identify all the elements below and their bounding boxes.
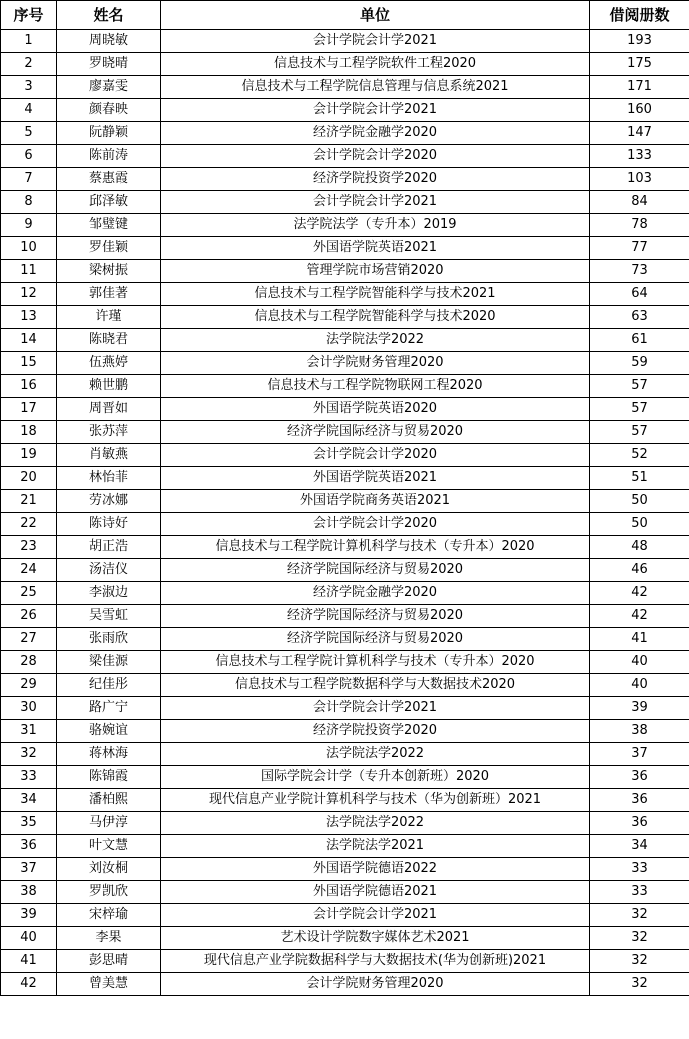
table-row xyxy=(1,168,689,191)
rank-cell: 22 xyxy=(1,513,57,536)
rank-cell: 23 xyxy=(1,536,57,559)
rank-cell: 41 xyxy=(1,950,57,973)
name-cell: 吴雪虹 xyxy=(57,605,161,628)
count-cell: 32 xyxy=(590,927,689,950)
unit-cell: 经济学院国际经济与贸易2020 xyxy=(161,559,590,582)
header-count: 借阅册数 xyxy=(590,1,689,30)
count-cell: 175 xyxy=(590,53,689,76)
header-row xyxy=(1,1,689,30)
name-cell: 罗凯欣 xyxy=(57,881,161,904)
count-cell: 61 xyxy=(590,329,689,352)
table-row xyxy=(1,858,689,881)
name-cell: 许瑾 xyxy=(57,306,161,329)
unit-cell: 信息技术与工程学院计算机科学与技术（专升本）2020 xyxy=(161,536,590,559)
table-row xyxy=(1,444,689,467)
count-cell: 103 xyxy=(590,168,689,191)
rank-cell: 19 xyxy=(1,444,57,467)
unit-cell: 管理学院市场营销2020 xyxy=(161,260,590,283)
rank-cell: 40 xyxy=(1,927,57,950)
name-cell: 赖世鹏 xyxy=(57,375,161,398)
unit-cell: 信息技术与工程学院数据科学与大数据技术2020 xyxy=(161,674,590,697)
name-cell: 邹璧键 xyxy=(57,214,161,237)
name-cell: 邱泽敏 xyxy=(57,191,161,214)
count-cell: 37 xyxy=(590,743,689,766)
count-cell: 40 xyxy=(590,674,689,697)
name-cell: 刘汝桐 xyxy=(57,858,161,881)
table-row xyxy=(1,812,689,835)
name-cell: 罗晓晴 xyxy=(57,53,161,76)
unit-cell: 外国语学院商务英语2021 xyxy=(161,490,590,513)
table-row xyxy=(1,927,689,950)
rank-cell: 27 xyxy=(1,628,57,651)
unit-cell: 信息技术与工程学院智能科学与技术2020 xyxy=(161,306,590,329)
unit-cell: 法学院法学2021 xyxy=(161,835,590,858)
name-cell: 叶文慧 xyxy=(57,835,161,858)
table-body xyxy=(1,30,689,996)
name-cell: 梁佳源 xyxy=(57,651,161,674)
unit-cell: 外国语学院德语2022 xyxy=(161,858,590,881)
unit-cell: 经济学院金融学2020 xyxy=(161,122,590,145)
unit-cell: 经济学院国际经济与贸易2020 xyxy=(161,605,590,628)
rank-cell: 29 xyxy=(1,674,57,697)
count-cell: 40 xyxy=(590,651,689,674)
rank-cell: 9 xyxy=(1,214,57,237)
rank-cell: 34 xyxy=(1,789,57,812)
unit-cell: 艺术设计学院数字媒体艺术2021 xyxy=(161,927,590,950)
count-cell: 32 xyxy=(590,973,689,996)
table-row xyxy=(1,605,689,628)
unit-cell: 会计学院会计学2020 xyxy=(161,145,590,168)
rank-cell: 38 xyxy=(1,881,57,904)
rank-cell: 16 xyxy=(1,375,57,398)
table-row xyxy=(1,191,689,214)
unit-cell: 经济学院金融学2020 xyxy=(161,582,590,605)
name-cell: 汤洁仪 xyxy=(57,559,161,582)
unit-cell: 会计学院会计学2020 xyxy=(161,513,590,536)
unit-cell: 外国语学院德语2021 xyxy=(161,881,590,904)
table-row xyxy=(1,513,689,536)
table-row xyxy=(1,375,689,398)
table-row xyxy=(1,559,689,582)
count-cell: 39 xyxy=(590,697,689,720)
unit-cell: 法学院法学2022 xyxy=(161,812,590,835)
count-cell: 63 xyxy=(590,306,689,329)
rank-cell: 13 xyxy=(1,306,57,329)
count-cell: 32 xyxy=(590,904,689,927)
count-cell: 36 xyxy=(590,812,689,835)
unit-cell: 会计学院财务管理2020 xyxy=(161,973,590,996)
rank-cell: 35 xyxy=(1,812,57,835)
count-cell: 133 xyxy=(590,145,689,168)
rank-cell: 42 xyxy=(1,973,57,996)
table-row xyxy=(1,76,689,99)
rank-cell: 20 xyxy=(1,467,57,490)
table-row xyxy=(1,973,689,996)
header-name: 姓名 xyxy=(57,1,161,30)
count-cell: 34 xyxy=(590,835,689,858)
rank-cell: 12 xyxy=(1,283,57,306)
rank-cell: 11 xyxy=(1,260,57,283)
count-cell: 46 xyxy=(590,559,689,582)
table-row xyxy=(1,467,689,490)
rank-cell: 18 xyxy=(1,421,57,444)
table-row xyxy=(1,789,689,812)
unit-cell: 会计学院会计学2021 xyxy=(161,30,590,53)
unit-cell: 会计学院财务管理2020 xyxy=(161,352,590,375)
table-row xyxy=(1,421,689,444)
unit-cell: 国际学院会计学（专升本创新班）2020 xyxy=(161,766,590,789)
name-cell: 路广宁 xyxy=(57,697,161,720)
unit-cell: 信息技术与工程学院计算机科学与技术（专升本）2020 xyxy=(161,651,590,674)
count-cell: 57 xyxy=(590,375,689,398)
table-row xyxy=(1,352,689,375)
rank-cell: 32 xyxy=(1,743,57,766)
count-cell: 38 xyxy=(590,720,689,743)
count-cell: 42 xyxy=(590,605,689,628)
rank-cell: 39 xyxy=(1,904,57,927)
rank-cell: 1 xyxy=(1,30,57,53)
unit-cell: 现代信息产业学院数据科学与大数据技术(华为创新班)2021 xyxy=(161,950,590,973)
unit-cell: 会计学院会计学2021 xyxy=(161,904,590,927)
unit-cell: 法学院法学2022 xyxy=(161,743,590,766)
unit-cell: 经济学院国际经济与贸易2020 xyxy=(161,628,590,651)
count-cell: 64 xyxy=(590,283,689,306)
count-cell: 42 xyxy=(590,582,689,605)
unit-cell: 经济学院投资学2020 xyxy=(161,168,590,191)
name-cell: 张苏萍 xyxy=(57,421,161,444)
count-cell: 50 xyxy=(590,513,689,536)
table-row xyxy=(1,214,689,237)
name-cell: 骆婉谊 xyxy=(57,720,161,743)
count-cell: 51 xyxy=(590,467,689,490)
name-cell: 颜春映 xyxy=(57,99,161,122)
rank-cell: 3 xyxy=(1,76,57,99)
rank-cell: 33 xyxy=(1,766,57,789)
name-cell: 李果 xyxy=(57,927,161,950)
unit-cell: 信息技术与工程学院物联网工程2020 xyxy=(161,375,590,398)
name-cell: 劳冰娜 xyxy=(57,490,161,513)
table-row xyxy=(1,260,689,283)
table-row xyxy=(1,237,689,260)
rank-cell: 7 xyxy=(1,168,57,191)
count-cell: 193 xyxy=(590,30,689,53)
unit-cell: 法学院法学2022 xyxy=(161,329,590,352)
header-index: 序号 xyxy=(1,1,57,30)
rank-cell: 4 xyxy=(1,99,57,122)
rank-cell: 37 xyxy=(1,858,57,881)
unit-cell: 信息技术与工程学院智能科学与技术2021 xyxy=(161,283,590,306)
rank-cell: 24 xyxy=(1,559,57,582)
table-row xyxy=(1,881,689,904)
unit-cell: 经济学院投资学2020 xyxy=(161,720,590,743)
name-cell: 宋梓瑜 xyxy=(57,904,161,927)
count-cell: 78 xyxy=(590,214,689,237)
name-cell: 李淑边 xyxy=(57,582,161,605)
unit-cell: 会计学院会计学2021 xyxy=(161,697,590,720)
name-cell: 马伊淳 xyxy=(57,812,161,835)
table-row xyxy=(1,628,689,651)
count-cell: 147 xyxy=(590,122,689,145)
rank-cell: 15 xyxy=(1,352,57,375)
unit-cell: 现代信息产业学院计算机科学与技术（华为创新班）2021 xyxy=(161,789,590,812)
rank-cell: 8 xyxy=(1,191,57,214)
count-cell: 73 xyxy=(590,260,689,283)
name-cell: 彭思晴 xyxy=(57,950,161,973)
count-cell: 48 xyxy=(590,536,689,559)
table-row xyxy=(1,697,689,720)
table-row xyxy=(1,651,689,674)
table-row xyxy=(1,329,689,352)
rank-cell: 17 xyxy=(1,398,57,421)
name-cell: 陈诗好 xyxy=(57,513,161,536)
rank-cell: 21 xyxy=(1,490,57,513)
table-row xyxy=(1,306,689,329)
name-cell: 陈锦霞 xyxy=(57,766,161,789)
name-cell: 陈前涛 xyxy=(57,145,161,168)
table-row xyxy=(1,835,689,858)
count-cell: 50 xyxy=(590,490,689,513)
table-row xyxy=(1,490,689,513)
unit-cell: 外国语学院英语2021 xyxy=(161,237,590,260)
name-cell: 廖嘉雯 xyxy=(57,76,161,99)
rank-cell: 6 xyxy=(1,145,57,168)
count-cell: 33 xyxy=(590,858,689,881)
name-cell: 肖敏燕 xyxy=(57,444,161,467)
name-cell: 伍燕婷 xyxy=(57,352,161,375)
header-unit: 单位 xyxy=(161,1,590,30)
name-cell: 曾美慧 xyxy=(57,973,161,996)
count-cell: 84 xyxy=(590,191,689,214)
count-cell: 57 xyxy=(590,421,689,444)
unit-cell: 信息技术与工程学院信息管理与信息系统2021 xyxy=(161,76,590,99)
count-cell: 33 xyxy=(590,881,689,904)
table-row xyxy=(1,283,689,306)
table-row xyxy=(1,398,689,421)
rank-cell: 14 xyxy=(1,329,57,352)
unit-cell: 外国语学院英语2021 xyxy=(161,467,590,490)
rank-cell: 25 xyxy=(1,582,57,605)
table-row xyxy=(1,145,689,168)
rank-cell: 10 xyxy=(1,237,57,260)
table-row xyxy=(1,904,689,927)
rank-cell: 31 xyxy=(1,720,57,743)
count-cell: 57 xyxy=(590,398,689,421)
name-cell: 张雨欣 xyxy=(57,628,161,651)
rank-cell: 28 xyxy=(1,651,57,674)
unit-cell: 外国语学院英语2020 xyxy=(161,398,590,421)
count-cell: 160 xyxy=(590,99,689,122)
count-cell: 36 xyxy=(590,766,689,789)
table-row xyxy=(1,536,689,559)
table-row xyxy=(1,582,689,605)
unit-cell: 信息技术与工程学院软件工程2020 xyxy=(161,53,590,76)
table-row xyxy=(1,720,689,743)
rank-cell: 5 xyxy=(1,122,57,145)
rank-cell: 36 xyxy=(1,835,57,858)
name-cell: 罗佳颖 xyxy=(57,237,161,260)
count-cell: 171 xyxy=(590,76,689,99)
count-cell: 32 xyxy=(590,950,689,973)
name-cell: 陈晓君 xyxy=(57,329,161,352)
rank-cell: 2 xyxy=(1,53,57,76)
name-cell: 周晋如 xyxy=(57,398,161,421)
rank-cell: 26 xyxy=(1,605,57,628)
count-cell: 59 xyxy=(590,352,689,375)
table-row xyxy=(1,122,689,145)
name-cell: 阮静颖 xyxy=(57,122,161,145)
count-cell: 41 xyxy=(590,628,689,651)
name-cell: 周晓敏 xyxy=(57,30,161,53)
unit-cell: 会计学院会计学2021 xyxy=(161,191,590,214)
name-cell: 林怡菲 xyxy=(57,467,161,490)
table-row xyxy=(1,30,689,53)
name-cell: 纪佳彤 xyxy=(57,674,161,697)
name-cell: 胡正浩 xyxy=(57,536,161,559)
count-cell: 52 xyxy=(590,444,689,467)
table-row xyxy=(1,950,689,973)
unit-cell: 法学院法学（专升本）2019 xyxy=(161,214,590,237)
name-cell: 郭佳著 xyxy=(57,283,161,306)
table-row xyxy=(1,674,689,697)
table-row xyxy=(1,743,689,766)
table-row xyxy=(1,766,689,789)
name-cell: 潘柏熙 xyxy=(57,789,161,812)
name-cell: 梁树振 xyxy=(57,260,161,283)
table-row xyxy=(1,53,689,76)
name-cell: 蒋林海 xyxy=(57,743,161,766)
name-cell: 蔡惠霞 xyxy=(57,168,161,191)
unit-cell: 经济学院国际经济与贸易2020 xyxy=(161,421,590,444)
rank-cell: 30 xyxy=(1,697,57,720)
count-cell: 77 xyxy=(590,237,689,260)
count-cell: 36 xyxy=(590,789,689,812)
table-row xyxy=(1,99,689,122)
unit-cell: 会计学院会计学2021 xyxy=(161,99,590,122)
unit-cell: 会计学院会计学2020 xyxy=(161,444,590,467)
